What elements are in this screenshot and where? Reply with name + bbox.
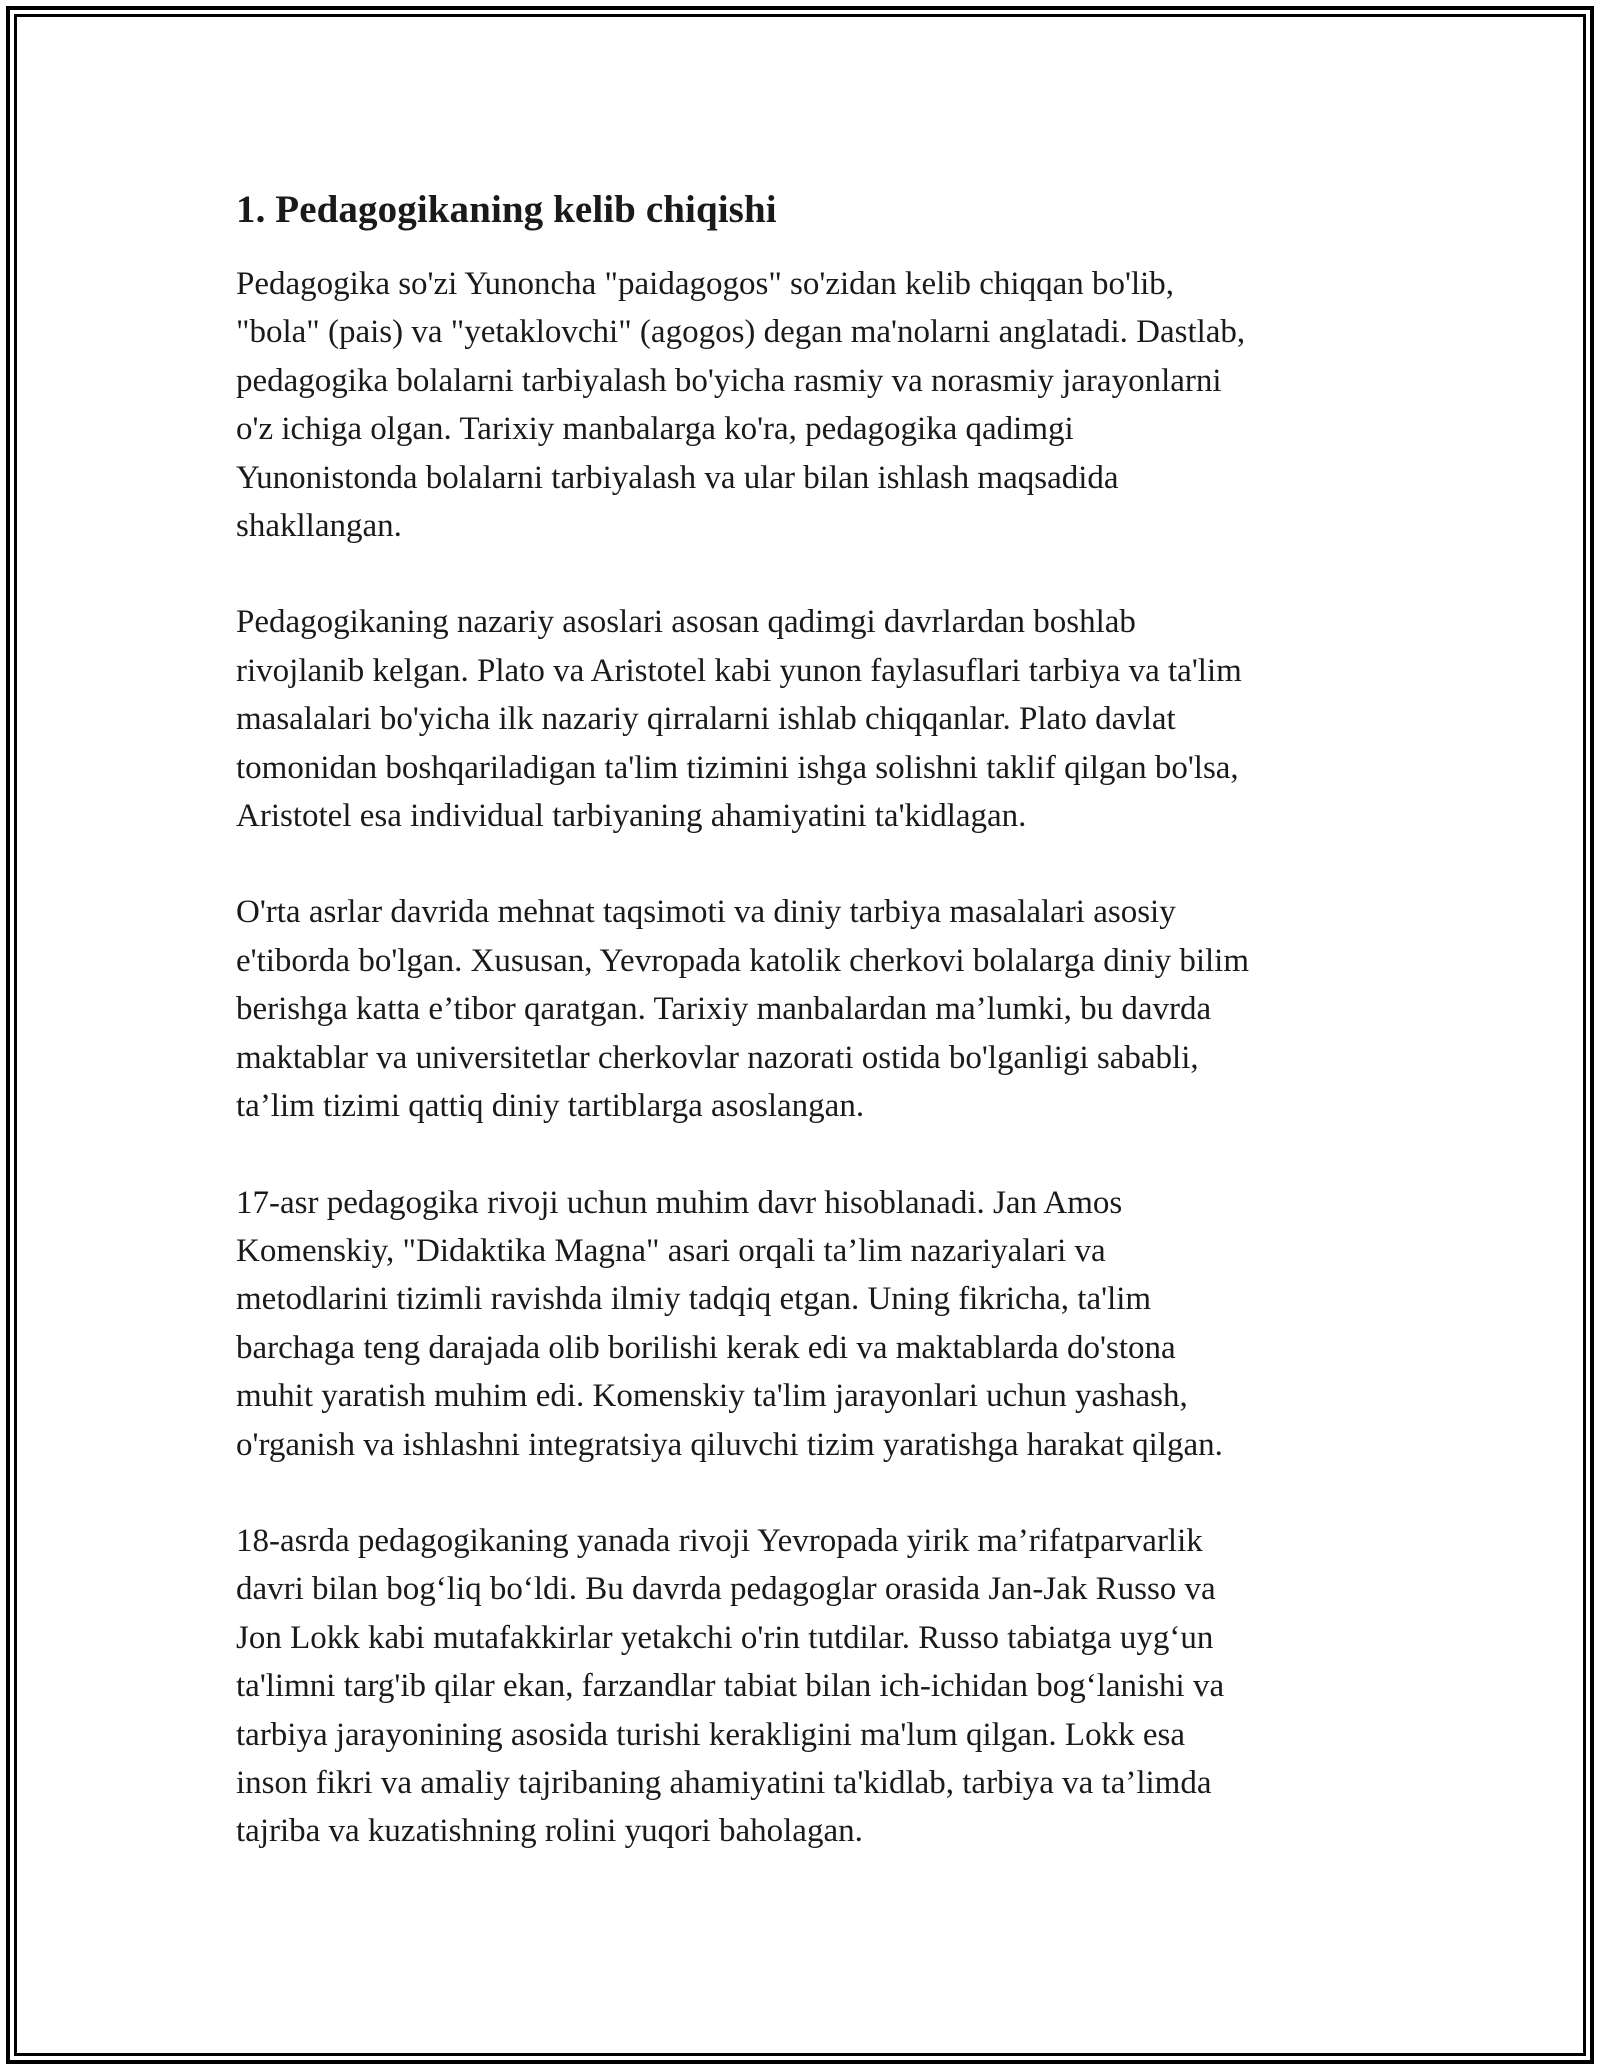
paragraph-middle-ages: O'rta asrlar davrida mehnat taqsimoti va diniy tarbiya masalalari asosiy e'tiborda bo'lgan. Xususan, Yevropada katolik cherkovi bolalarga diniy bilim berishga katta e’tibor qaratgan. Tarixiy manbalardan ma’lumki, bu davrda maktablar va universitetlar cherkovlar nazorati ostida bo'lganligi sababli, ta’lim tizimi qattiq diniy tartiblarga asoslangan. xyxy=(236,894,1250,1125)
paragraph-ancient-theory: Pedagogikaning nazariy asoslari asosan qadimgi davrlardan boshlab rivojlanib kelgan. Plato va Aristotel kabi yunon faylasuflari tarbiya va ta'lim masalalari bo'yicha ilk nazariy qirralarni ishlab chiqqanlar. Plato davlat tomonidan boshqariladigan ta'lim tizimini ishga solishni taklif qilgan bo'lsa, Aristotel esa individual tarbiyaning ahamiyatini ta'kidlagan. xyxy=(236,604,1242,835)
document-body xyxy=(236,186,1386,1904)
paragraph-18th-century: 18-asrda pedagogikaning yanada rivoji Yevropada yirik ma’rifatparvarlik davri bilan bog‘liq bo‘ldi. Bu davrda pedagoglar orasida Jan-Jak Russo va Jon Lokk kabi mutafakkirlar yetakchi o'rin tutdilar. Russo tabiatga uyg‘un ta'limni targ'ib qilar ekan, farzandlar tabiat bilan ich-ichidan bog‘lanishi va tarbiya jarayonining asosida turishi kerakligini ma'lum qilgan. Lokk esa inson fikri va amaliy tajribaning ahamiyatini ta'kidlab, tarbiya va ta’limda tajriba va kuzatishning rolini yuqori baholagan. xyxy=(236,1522,1225,1850)
section-title: 1. Pedagogikaning kelib chiqishi xyxy=(236,188,777,231)
paragraph-etymology: Pedagogika so'zi Yunoncha "paidagogos" so'zidan kelib chiqqan bo'lib, "bola" (pais) va "yetaklovchi" (agogos) degan ma'nolarni anglatadi. Dastlab, pedagogika bolalarni tarbiyalash bo'yicha rasmiy va norasmiy jarayonlarni o'z ichiga olgan. Tarixiy manbalarga ko'ra, pedagogika qadimgi Yunonistonda bolalarni tarbiyalash va ular bilan ishlash maqsadida shakllangan. xyxy=(236,266,1246,545)
paragraph-17th-century: 17-asr pedagogika rivoji uchun muhim davr hisoblanadi. Jan Amos Komenskiy, "Didaktika Magna" asari orqali ta’lim nazariyalari va metodlarini tizimli ravishda ilmiy tadqiq etgan. Uning fikricha, ta'lim barchaga teng darajada olib borilishi kerak edi va maktablarda do'stona muhit yaratish muhim edi. Komenskiy ta'lim jarayonlari uchun yashash, o'rganish va ishlashni integratsiya qiluvchi tizim yaratishga harakat qilgan. xyxy=(236,1184,1223,1463)
